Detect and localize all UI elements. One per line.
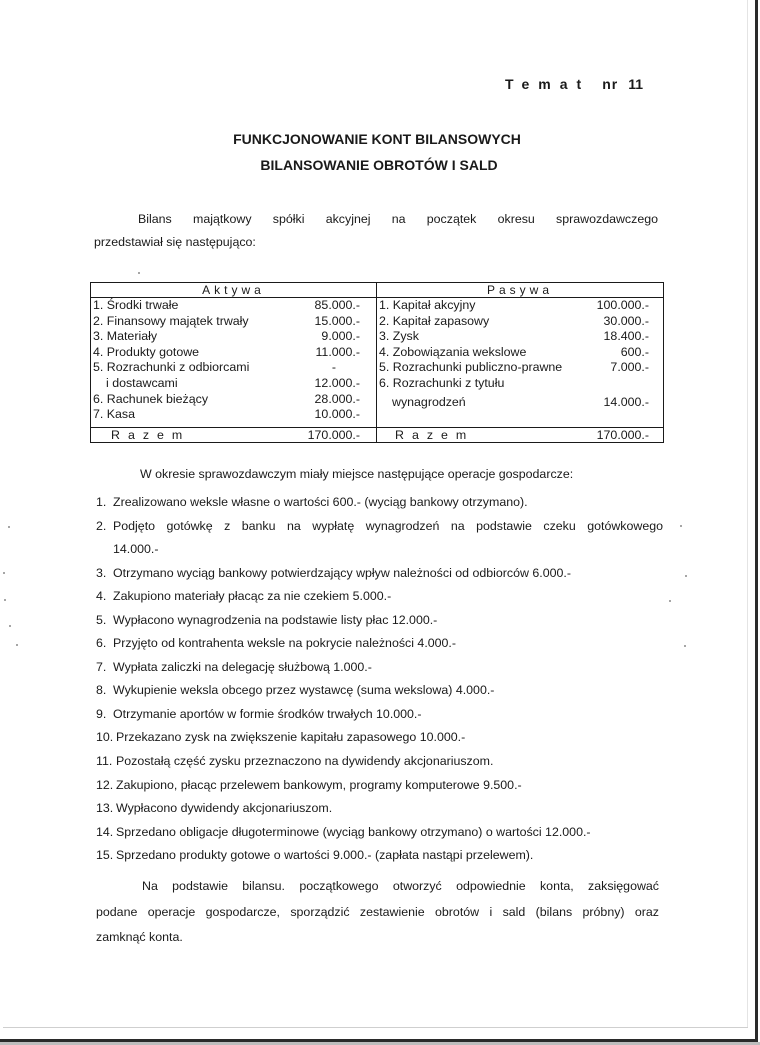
scan-speck <box>3 572 5 574</box>
liabilities-total-row <box>377 427 663 442</box>
intro-line-2: przedstawiał się następująco: <box>94 235 256 249</box>
liabilities-row: wynagrodzeń 14.000.- <box>392 394 649 409</box>
assets-row: i dostawcami 12.000.- <box>106 375 360 390</box>
liabilities-row: 5. Rozrachunki publiczno-prawne 7.000.- <box>379 360 649 375</box>
assets-row: 6. Rachunek bieżący 28.000.- <box>93 391 360 406</box>
operation-item: 10. Przekazano zysk na zwiększenie kapitału zapasowego 10.000.- <box>96 730 466 745</box>
liabilities-row: 2. Kapitał zapasowy 30.000.- <box>379 313 649 328</box>
operation-item: 6. Przyjęto od kontrahenta weksle na pokrycie należności 4.000.- <box>96 636 456 651</box>
document-title-line-2: BILANSOWANIE OBROTÓW I SALD <box>260 157 498 173</box>
closing-line-3: zamknąć konta. <box>96 930 183 944</box>
document-title-line-1: FUNKCJONOWANIE KONT BILANSOWYCH <box>233 131 521 147</box>
liabilities-row: 4. Zobowiązania wekslowe 600.- <box>379 344 649 359</box>
scan-speck <box>669 600 671 602</box>
scan-speck <box>680 525 682 527</box>
assets-row: 3. Materiały 9.000.- <box>93 329 360 344</box>
scan-speck <box>138 272 140 274</box>
scan-speck <box>4 599 6 601</box>
operation-item: 14. Sprzedano obligacje długoterminowe (wyciąg bankowy otrzymano) o wartości 12.000.- <box>96 824 591 839</box>
operations-intro: W okresie sprawozdawczym miały miejsce następujące operacje gospodarcze: <box>140 467 574 481</box>
topic-number: 11 <box>628 76 644 92</box>
assets-row: 1. Środki trwałe 85.000.- <box>93 298 360 312</box>
topic-header <box>505 76 643 92</box>
operation-item: 15. Sprzedano produkty gotowe o wartości 9.000.- (zapłata nastąpi przelewem). <box>96 848 534 863</box>
closing-line-1: Na podstawie bilansu. początkowego otworzyć odpowiednie konta, zaksięgować <box>142 879 659 893</box>
liabilities-total-value: 170.000.- <box>596 428 649 442</box>
operation-item: 2. Podjęto gotówkę z banku na wypłatę wynagrodzeń na podstawie czeku gotówkowego <box>96 518 663 533</box>
assets-row: 2. Finansowy majątek trwały 15.000.- <box>93 313 360 328</box>
assets-header: Aktywa <box>91 283 376 298</box>
scan-speck <box>684 645 686 647</box>
assets-row: 7. Kasa 10.000.- <box>93 407 360 422</box>
liabilities-total-label: Razem <box>395 428 475 442</box>
operation-item: 13. Wypłacono dywidendy akcjonariuszom. <box>96 801 333 816</box>
intro-line-1: Bilans majątkowy spółki akcyjnej na początek okresu sprawozdawczego <box>138 212 658 226</box>
operation-item: 11. Pozostałą część zysku przeznaczono na dywidendy akcjonariuszom. <box>96 754 494 769</box>
closing-instructions <box>96 874 659 951</box>
operation-item: 12. Zakupiono, płacąc przelewem bankowym, programy komputerowe 9.500.- <box>96 777 522 792</box>
scan-speck <box>16 644 18 646</box>
intro-paragraph <box>94 208 658 254</box>
assets-row: 4. Produkty gotowe 11.000.- <box>93 344 360 359</box>
liabilities-header: Pasywa <box>377 283 663 298</box>
assets-total-label: Razem <box>111 428 191 442</box>
liabilities-rows <box>377 298 663 412</box>
operation-item: 8. Wykupienie weksla obcego przez wystawcę (suma wekslowa) 4.000.- <box>96 683 495 698</box>
closing-line-2: podane operacje gospodarcze, sporządzić zestawienie obrotów i sald (bilans próbny) oraz <box>96 904 659 919</box>
liabilities-row: 6. Rozrachunki z tytułu <box>379 375 505 390</box>
page-inner-edge-right <box>747 0 748 1028</box>
topic-nr-label: nr <box>602 76 619 92</box>
operation-item: 9. Otrzymanie aportów w formie środków trwałych 10.000.- <box>96 706 422 721</box>
operation-item: 5. Wypłacono wynagrodzenia na podstawie listy płac 12.000.- <box>96 612 438 627</box>
operations-list <box>96 491 666 868</box>
liabilities-column <box>376 283 663 442</box>
operation-item: 4. Zakupiono materiały płacąc za nie czekiem 5.000.- <box>96 589 392 604</box>
scan-speck <box>8 526 10 528</box>
assets-rows <box>91 298 376 423</box>
scan-speck <box>685 575 687 577</box>
balance-sheet-table <box>90 282 664 443</box>
operation-item-continuation: 14.000.- <box>113 542 159 557</box>
liabilities-row: 3. Zysk 18.400.- <box>379 329 649 344</box>
operation-item: 1. Zrealizowano weksle własne o wartości 600.- (wyciąg bankowy otrzymano). <box>96 495 528 509</box>
topic-word: Temat <box>505 76 591 92</box>
assets-total-row <box>91 427 376 442</box>
scan-speck <box>9 625 11 627</box>
operation-item: 7. Wypłata zaliczki na delegację służbową 1.000.- <box>96 659 372 674</box>
assets-total-value: 170.000.- <box>307 428 360 442</box>
assets-column <box>91 283 376 442</box>
page-inner-edge-bottom <box>3 1027 748 1028</box>
assets-row: 5. Rozrachunki z odbiorcami - <box>93 360 336 375</box>
operation-item: 3. Otrzymano wyciąg bankowy potwierdzający wpływ należności od odbiorców 6.000.- <box>96 565 571 580</box>
liabilities-row: 1. Kapitał akcyjny 100.000.- <box>379 298 649 312</box>
